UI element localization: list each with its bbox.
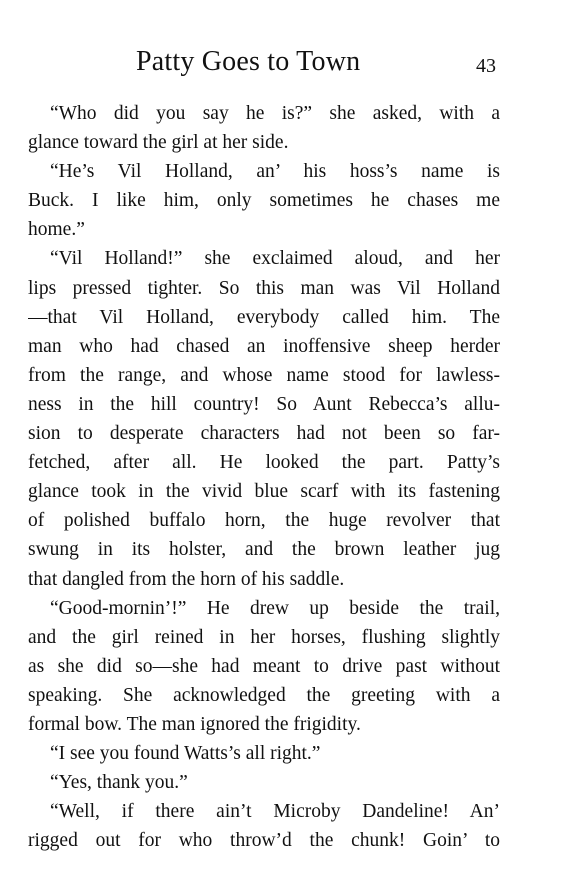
page-number: 43 [476, 55, 496, 77]
text-line: that dangled from the horn of his saddle. [28, 568, 345, 590]
text-line: speaking. She acknowledged the greeting with a [28, 684, 500, 706]
text-line: lips pressed tighter. So this man was Vil Holland [28, 277, 500, 299]
text-line: swung in its holster, and the brown leather jug [28, 539, 500, 561]
text-line: “I see you found Watts’s all right.” [50, 743, 321, 765]
text-line: —that Vil Holland, everybody called him. The [28, 306, 500, 328]
text-line: glance took in the vivid blue scarf with its fastening [28, 481, 500, 503]
text-line: “He’s Vil Holland, an’ his hoss’s name is [50, 161, 500, 183]
text-line: “Who did you say he is?” she asked, with a [50, 103, 500, 124]
page-header [0, 46, 575, 86]
running-title: Patty Goes to Town [136, 46, 361, 77]
body-text [28, 99, 500, 855]
text-line: as she did so—she had meant to drive past without [28, 655, 500, 677]
text-line: rigged out for who throw’d the chunk! Goin’ to [28, 830, 500, 852]
text-line: of polished buffalo horn, the huge revolver that [28, 510, 500, 532]
text-line: sion to desperate characters had not been so far- [28, 423, 500, 445]
text-line: and the girl reined in her horses, flushing slightly [28, 626, 500, 648]
text-line: home.” [28, 219, 85, 241]
text-line: “Yes, thank you.” [50, 772, 188, 794]
text-line: “Well, if there ain’t Microby Dandeline! An’ [50, 801, 500, 823]
text-line: formal bow. The man ignored the frigidity. [28, 713, 361, 735]
text-line: Buck. I like him, only sometimes he chases me [28, 190, 500, 212]
text-line: man who had chased an inoffensive sheep herder [28, 335, 500, 357]
text-line: “Vil Holland!” she exclaimed aloud, and her [50, 248, 500, 270]
text-line: glance toward the girl at her side. [28, 132, 289, 154]
text-line: from the range, and whose name stood for lawless- [28, 364, 500, 386]
text-line: fetched, after all. He looked the part. Patty’s [28, 452, 500, 474]
text-line: “Good-mornin’!” He drew up beside the trail, [50, 597, 500, 619]
text-line: ness in the hill country! So Aunt Rebecca’s allu- [28, 393, 500, 415]
